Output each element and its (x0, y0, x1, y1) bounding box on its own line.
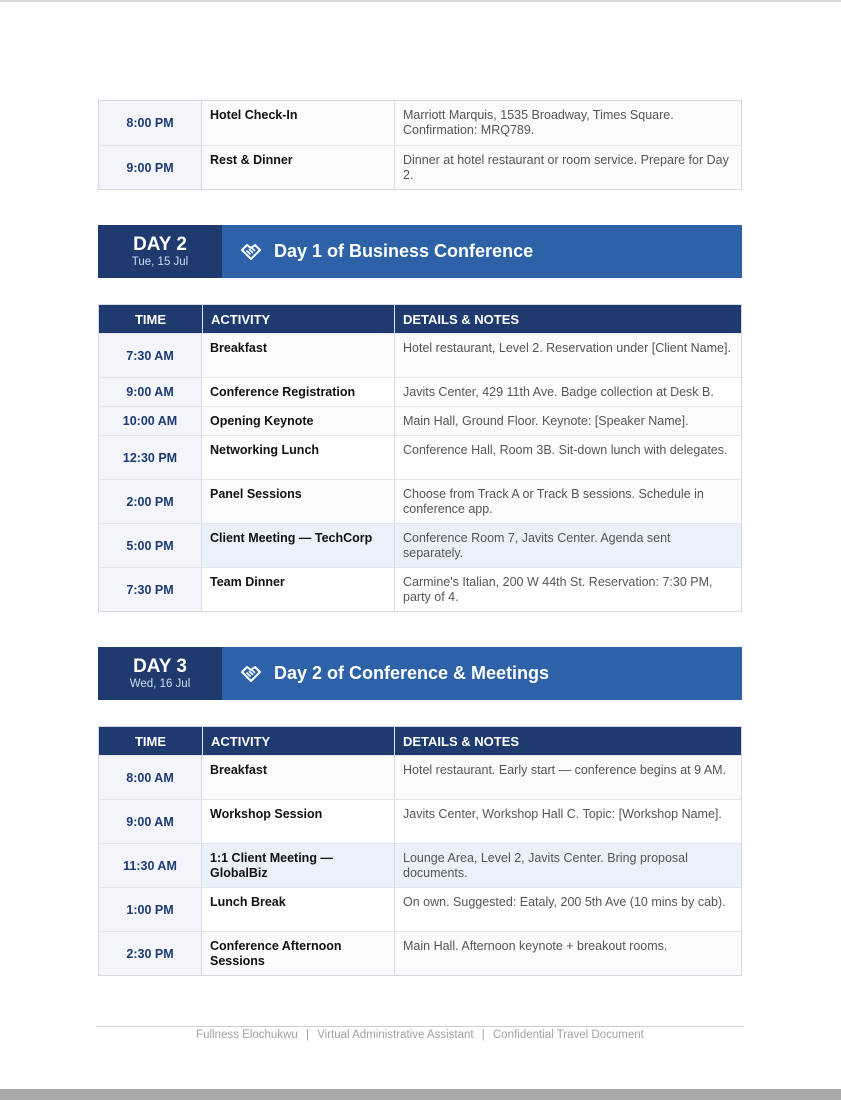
table-row (99, 567, 741, 611)
day-title (222, 225, 742, 278)
header-time: TIME (134, 311, 167, 327)
page-top-border (0, 0, 841, 2)
row-time: 5:00 PM (99, 524, 202, 567)
row-activity: Breakfast (202, 334, 395, 377)
day-badge (98, 225, 222, 278)
day3-banner (98, 647, 742, 700)
row-activity: Workshop Session (202, 800, 395, 843)
row-details: Marriott Marquis, 1535 Broadway, Times Square. Confirmation: MRQ789. (395, 101, 741, 145)
table-row (99, 145, 741, 189)
header-activity: ACTIVITY (202, 305, 394, 333)
header-activity: ACTIVITY (202, 727, 394, 755)
header-details: DETAILS & NOTES (394, 305, 741, 333)
row-details: Carmine's Italian, 200 W 44th St. Reservation: 7:30 PM, party of 4. (403, 575, 713, 604)
table-row (99, 799, 741, 843)
table-row-highlighted (99, 523, 741, 567)
row-details: Main Hall. Afternoon keynote + breakout rooms. (395, 932, 741, 975)
page-footer (96, 1029, 744, 1041)
footer-role: Virtual Administrative Assistant (317, 1029, 474, 1041)
row-activity: Client Meeting — TechCorp (202, 524, 395, 567)
table-row (99, 755, 741, 799)
table-row-highlighted (99, 843, 741, 887)
footer-doc-label: Confidential Travel Document (492, 1029, 644, 1041)
row-details: Dinner at hotel restaurant or room service. Prepare for Day 2. (395, 146, 741, 189)
row-details: Hotel restaurant, Level 2. Reservation under [Client Name]. (395, 334, 741, 377)
table-row (99, 101, 741, 145)
table-header (99, 305, 741, 333)
row-activity: Lunch Break (202, 888, 395, 931)
footer-name: Fullness Elochukwu (196, 1029, 298, 1041)
row-time: 7:30 AM (99, 334, 202, 377)
header-details: DETAILS & NOTES (394, 727, 741, 755)
footer-separator: | (305, 1029, 309, 1041)
row-details: Lounge Area, Level 2, Javits Center. Bring proposal documents. (395, 844, 741, 887)
row-activity: Conference Registration (202, 378, 395, 406)
row-activity: Networking Lunch (202, 436, 395, 479)
row-time: 2:00 PM (99, 480, 202, 523)
row-details: Javits Center, 429 11th Ave. Badge collection at Desk B. (403, 384, 714, 399)
table-row (99, 435, 741, 479)
day1-schedule-table (98, 100, 742, 190)
row-activity: Opening Keynote (202, 407, 395, 435)
row-details: Choose from Track A or Track B sessions. Schedule in conference app. (395, 480, 741, 523)
row-time: 9:00 AM (99, 378, 202, 406)
row-time: 9:00 AM (99, 800, 202, 843)
row-details: Main Hall, Ground Floor. Keynote: [Speaker Name]. (395, 407, 741, 435)
day-number: DAY 2 (133, 233, 187, 255)
handshake-icon (240, 664, 262, 684)
row-details: On own. Suggested: Eataly, 200 5th Ave (10 mins by cab). (403, 895, 726, 909)
day-date: Tue, 15 Jul (131, 255, 189, 268)
row-details: Hotel restaurant. Early start — conference begins at 9 AM. (395, 756, 741, 799)
day-badge (98, 647, 222, 700)
footer-separator: | (481, 1029, 485, 1041)
table-row (99, 931, 741, 975)
day-number: DAY 3 (133, 655, 187, 677)
table-row (99, 406, 741, 435)
day3-schedule-table (98, 726, 742, 976)
handshake-icon (240, 242, 262, 262)
page-bottom-bar (0, 1089, 841, 1100)
row-activity: Hotel Check-In (202, 101, 395, 145)
row-time: 7:30 PM (99, 568, 202, 611)
row-details: Javits Center, Workshop Hall C. Topic: [Workshop Name]. (403, 807, 722, 821)
table-row (99, 377, 741, 406)
row-activity: 1:1 Client Meeting — GlobalBiz (202, 844, 395, 887)
day2-schedule-table (98, 304, 742, 612)
table-header (99, 727, 741, 755)
day2-banner (98, 225, 742, 278)
row-activity: Breakfast (202, 756, 395, 799)
row-activity: Panel Sessions (202, 480, 395, 523)
row-details: Conference Room 7, Javits Center. Agenda sent separately. (395, 524, 741, 567)
row-time: 8:00 AM (99, 756, 202, 799)
row-activity: Team Dinner (202, 568, 395, 611)
day-title (222, 647, 742, 700)
row-time: 2:30 PM (99, 932, 202, 975)
table-row (99, 333, 741, 377)
row-details: Conference Hall, Room 3B. Sit-down lunch with delegates. (403, 443, 728, 457)
row-time: 11:30 AM (99, 844, 202, 887)
header-time: TIME (134, 733, 167, 749)
footer-divider (96, 1026, 744, 1027)
table-row (99, 479, 741, 523)
day-date: Wed, 16 Jul (129, 677, 191, 690)
row-activity: Conference Afternoon Sessions (202, 932, 395, 975)
day-title-text: Day 1 of Business Conference (274, 241, 534, 261)
row-time: 8:00 PM (99, 101, 202, 145)
row-time: 9:00 PM (99, 146, 202, 189)
table-row (99, 887, 741, 931)
row-activity: Rest & Dinner (202, 146, 395, 189)
day-title-text: Day 2 of Conference & Meetings (274, 663, 550, 683)
row-time: 1:00 PM (99, 888, 202, 931)
row-time: 10:00 AM (99, 407, 202, 435)
row-time: 12:30 PM (99, 436, 202, 479)
